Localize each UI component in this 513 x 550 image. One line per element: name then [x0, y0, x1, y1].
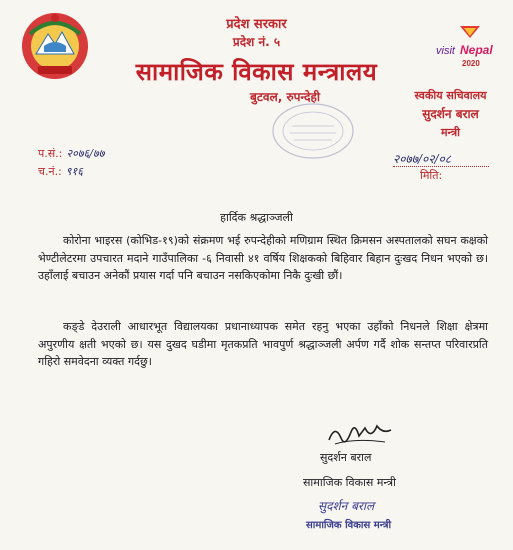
office-seal-icon: [268, 100, 358, 162]
reference-label: प.सं.:: [38, 147, 63, 160]
svg-text:Nepal: Nepal: [460, 43, 493, 57]
date-divider: [393, 166, 489, 167]
secretariat-name: सुदर्शन बराल: [422, 107, 479, 121]
letter-paragraph-2: कङ्डे देउराली आधारभूत विद्यालयका प्रधानाध्यापक समेत रहनु भएका उहाँको निधनले शिक्षा क्षेत्रमा अपुरणीय क्षती भएको छ। यस दुखद घडीमा मृतकप्रति भावपुर्ण श्रद्धाञ्जली अर्पण गर्दै शोक सन्तप्त परिवारप्रति गहिरो समवेदना व्यक्त गर्दछु।: [38, 320, 488, 368]
government-line: प्रदेश सरकार: [226, 17, 287, 32]
date-label: मिति:: [420, 169, 443, 182]
letter-title: हार्दिक श्रद्धाञ्जली: [220, 211, 293, 224]
letter-paragraph-1: कोरोना भाइरस (कोभिड-१९)को संक्रमण भई रुपन्देहीको मणिग्राम स्थित क्रिमसन अस्पतालको सघन कक्षको भेण्टीलेटरमा उपचारत मदाने गाउँपालिका -६ निवासी ४१ वर्षिय शिक्षकको बिहिवार बिहान दुःखद निधन भएको छ। उहाँलाई बचाउन अनेकौं प्रयास गर्दा पनि बचाउन नसकिएकोमा निकै दुःखी छौं।: [38, 234, 488, 282]
dispatch-value: ९१६: [65, 165, 83, 178]
date-value: २०७७/०२/०८: [393, 152, 452, 166]
signatory-name: सुदर्शन बराल: [320, 451, 372, 464]
signatory-title: सामाजिक विकास मन्त्री: [303, 476, 396, 489]
province-line: प्रदेश नं. ५: [232, 35, 281, 49]
svg-text:visit: visit: [436, 45, 455, 57]
dispatch-number: [38, 164, 83, 179]
handwritten-signature: [325, 418, 395, 452]
office-location: बुटवल, रुपन्देही: [250, 90, 320, 104]
ministry-title: सामाजिक विकास मन्त्रालय: [135, 58, 378, 86]
dispatch-label: च.नं.:: [38, 165, 62, 178]
reference-value: २०७६/७७: [66, 147, 105, 160]
stamp-title: सामाजिक विकास मन्त्री: [306, 520, 392, 531]
stamp-name: सुदर्शन बराल: [318, 499, 375, 513]
reference-number: [38, 146, 104, 161]
secretariat-office: स्वकीय सचिवालय: [414, 89, 487, 102]
secretariat-title: मन्त्री: [440, 126, 461, 139]
secretariat-block: [393, 88, 508, 140]
svg-text:2020: 2020: [462, 59, 480, 68]
